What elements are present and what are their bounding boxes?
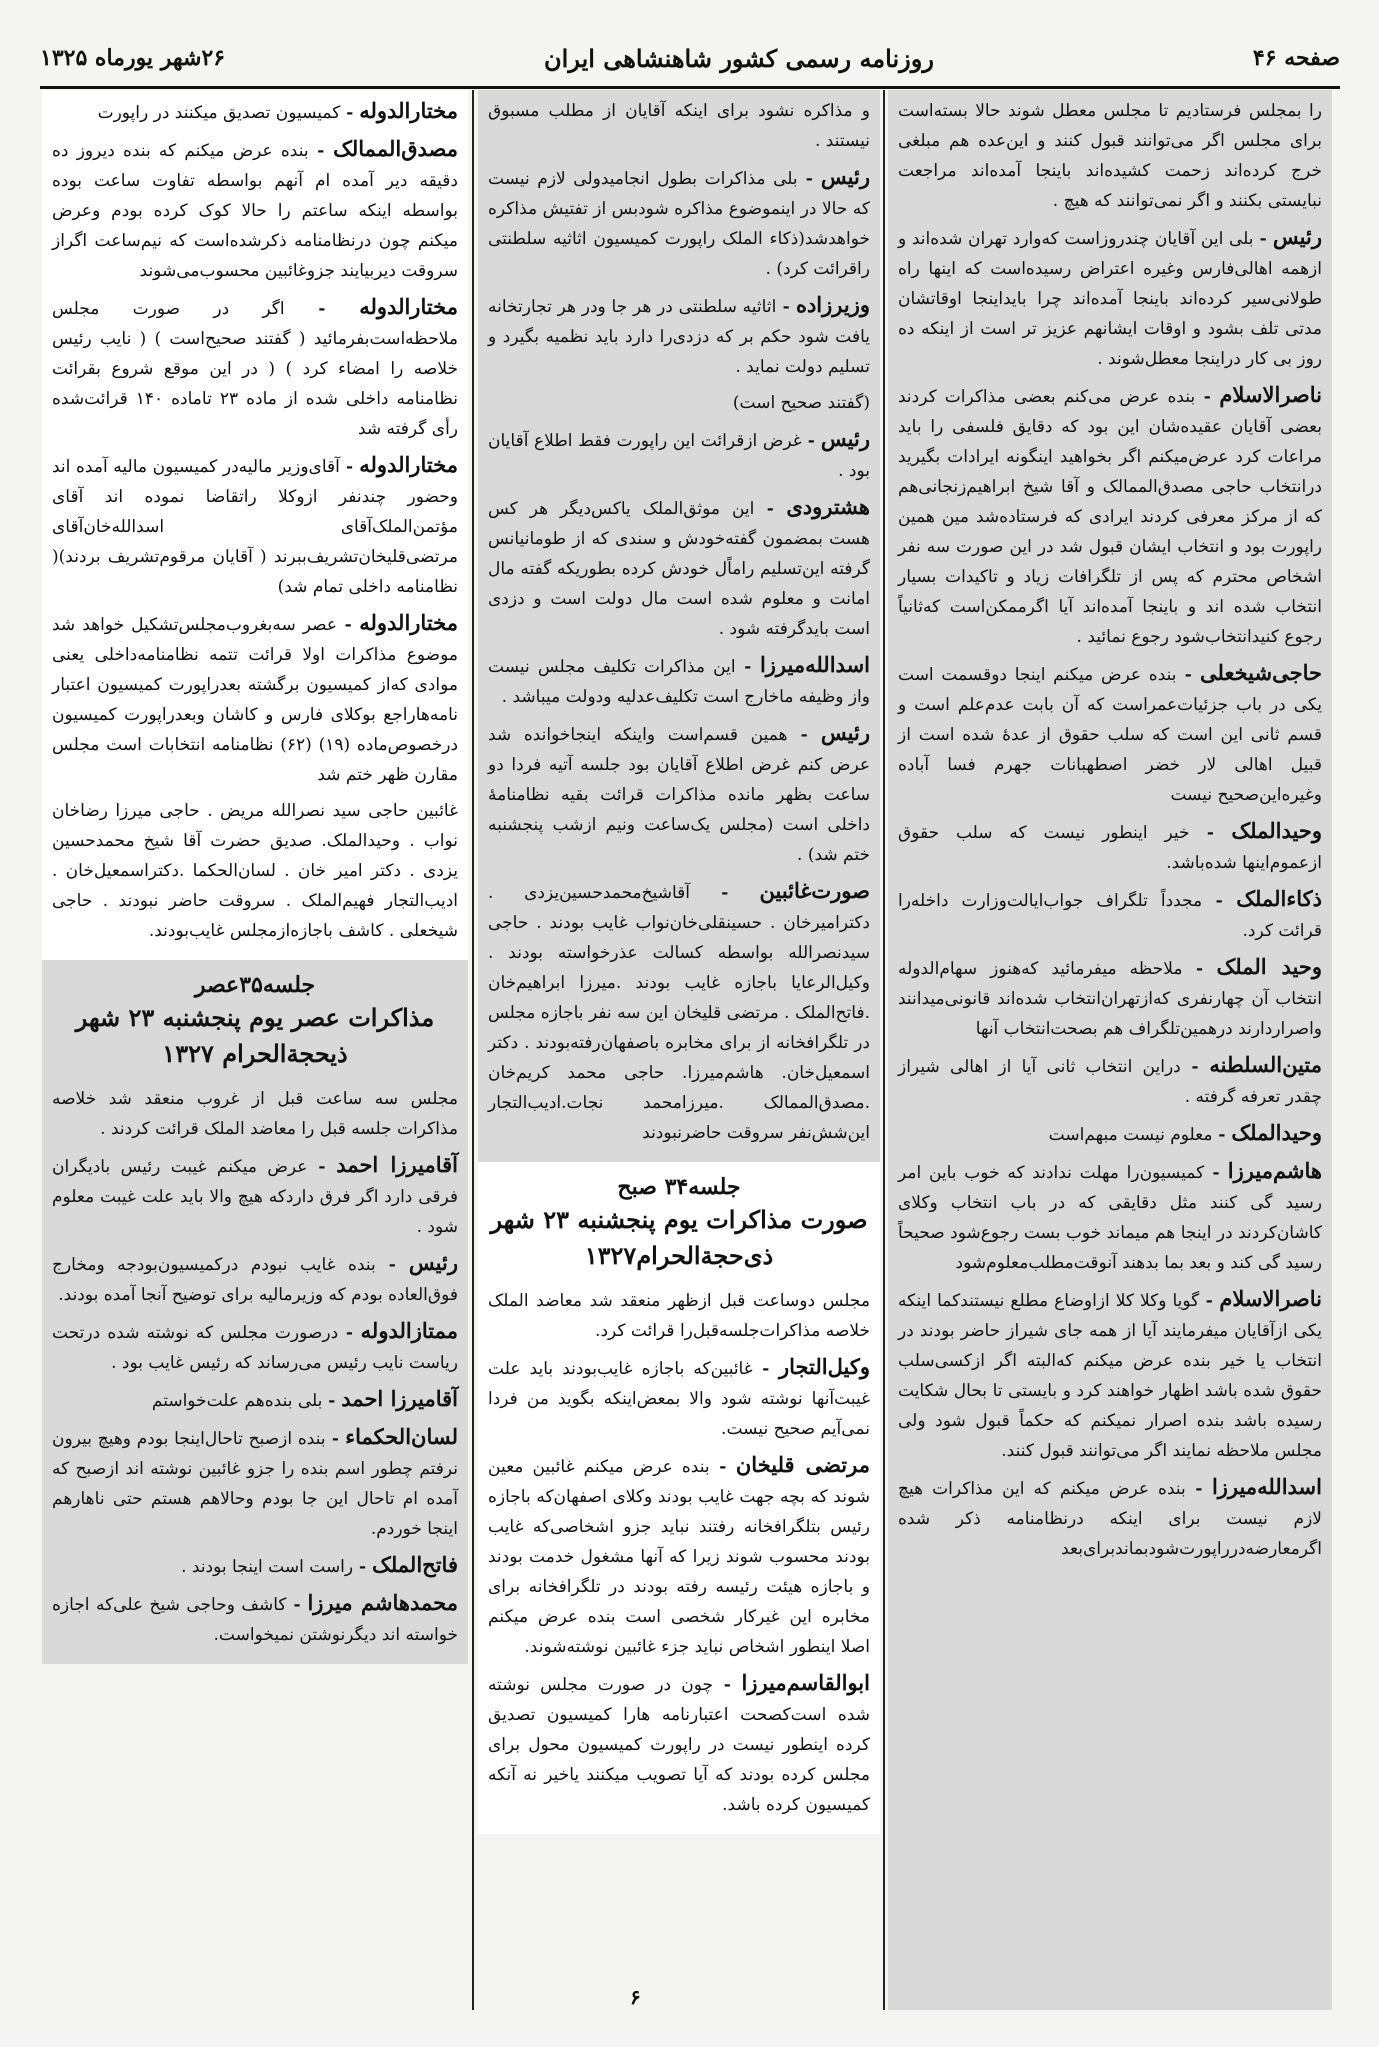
speaker-name: حاجی‌شیخعلی [1200, 660, 1322, 685]
speech-text: خیر اینطور نیست که سلب حقوق ازعموم‌اینها شده‌باشد. [898, 823, 1322, 873]
transcript-paragraph [898, 1050, 1322, 1112]
left-upper-block [42, 90, 468, 960]
transcript-paragraph [488, 650, 870, 712]
right-column [888, 90, 1332, 2010]
session-title: مذاکرات عصر یوم پنجشنبه ۲۳ شهر ذیحجةالحرام ۱۳۲۷ [75, 1003, 435, 1068]
speech-text: مجلس سه ساعت قبل از غروب منعقد شد خلاصه مذاکرات جلسه قبل را معاضد الملک قرائت کردند . [52, 1089, 458, 1139]
speaker-separator: - [797, 169, 821, 189]
speaker-name: وحیدالملک [1231, 818, 1322, 843]
speaker-name: فاتح‌الملک [372, 1552, 458, 1577]
speech-text: دراین انتخاب ثانی آیا از اهالی شیراز چقدر تعرفه گرفته . [898, 1057, 1322, 1107]
transcript-paragraph [898, 222, 1322, 374]
transcript-paragraph [898, 96, 1322, 216]
speaker-name: مختارالدوله [359, 294, 458, 319]
transcript-paragraph [898, 1284, 1322, 1466]
speech-text: بلی این آقایان چندروزاست که‌وارد تهران شده‌اند و ازهمه اهالی‌فارس وغیره اعتراض رسیده‌است که اینها راه طولانی‌سیر کرده‌اند باینجا آمده‌اند چرا بایداینجا اوقاتشان مدتی تلف بشود و اوقات ایشانهم عزیز تر است از اینکه ده روز بی کار دراینجا معطل‌شوند . [898, 229, 1322, 369]
speech-text: درصورت مجلس که نوشته شده درتحت ریاست نایب رئیس می‌رساند که رئیس غایب بود . [52, 1323, 458, 1373]
speech-text: بنده عرض میکنم که بنده دیروز ده دقیقه دیر آمده ام آنهم بواسطه تفاوت ساعت بوده بواسطه اینکه ساعتم را حالا کوک کرده بودم وعرض میکنم چون درنظامنامه ذکرشده‌است که نیم‌ساعت اگراز سروقت دیربیایند جزوغائبین محسوب‌می‌شوند [52, 141, 458, 281]
session-34-heading [478, 1162, 880, 1280]
speaker-name: هشترودی [786, 494, 870, 519]
speech-text: آقاشیخ‌محمدحسین‌یزدی . دکترامیرخان . حسینقلی‌خان‌نواب غایب بودند . حاجی سیدنصرالله بواسطه کسالت عذرخواسته بودند . وکیل‌الرعایا باجازه غایب بودند .میرزا ابراهیم‌خان .فاتح‌الملک . مرتضی قلیخان این سه نفر باجازه مجلس در تلگرافخانه از برای مخابره باصفهان‌رفته‌بودند . دکتر اسمعیل‌خان. هاشم‌میرزا. حاجی محمد کریم‌خان .مصدق‌الممالک .میرزامحمد نجات.ادیب‌التجار این‌شش‌نفر سروقت حاضرنبودند [488, 883, 870, 1143]
transcript-paragraph [52, 134, 458, 286]
transcript-paragraph [488, 96, 870, 156]
transcript-paragraph [488, 718, 870, 870]
speaker-separator: - [1195, 387, 1220, 407]
speaker-separator: - [337, 615, 360, 635]
speaker-name: متین‌السلطنه [1209, 1052, 1322, 1077]
speaker-name: ممتازالدوله [360, 1318, 458, 1343]
session-number: جلسه۳۵عصر [194, 972, 316, 998]
speech-text: بنده عرض میکنم غائبین معین شوند که بچه جهت غایب بودند وکلای اصفهان‌که باجازه رئیس بتلگرافخانه رفتند نباید جزو اشخاصی‌که غایب بودند محسوب شوند زیرا که آنها مشغول خدمت بودند و باجازه هیئت رئیسه رفته بودند در تلگرافخانه برای مخابره این غیرکار شخصی است بنده عرض میکنم اصلا اینطور اشخاص نباید جزء غائبین نوشته‌شوند. [488, 1457, 870, 1657]
header-title: روزنامه رسمی کشور شاهنشاهی ایران [544, 43, 934, 73]
transcript-paragraph [898, 952, 1322, 1044]
speaker-name: ذکاءالملک [1236, 886, 1322, 911]
column-divider [472, 90, 474, 2010]
speaker-name: مختارالدوله [359, 98, 458, 123]
transcript-paragraph [898, 658, 1322, 810]
transcript-paragraph [52, 1316, 458, 1378]
speech-text: ملاحظه میفرمائید که‌هنوز سهام‌الدوله انتخاب آن چهارنفری که‌ازتهران‌انتخاب شده‌اند قانونی‌میدانند واصراردارند درهمین‌تلگراف هم بصحت‌انتخاب آنها [898, 959, 1322, 1039]
speaker-name: رئیس [820, 720, 870, 745]
middle-upper-block [478, 90, 880, 1162]
speaker-separator: - [1176, 665, 1201, 685]
speech-text: عصر سه‌بغروب‌مجلس‌تشکیل خواهد شد موضوع مذاکرات اولا قرائت تتمه نظامنامه‌داخلی یعنی موادی که‌از کمیسیون برگشته بعدراپورت کمیسیون اعتبار نامه‌هاراجع بوکلای فارس و کاشان وبعدراپورت کمیسیون درخصوص‌ماده (۱۹) (۶۲) نظامنامه انتخابات است مجلس مقارن ظهر ختم شد [52, 615, 459, 785]
speech-text: کمیسیون تصدیق میکنند در راپورت [97, 103, 341, 123]
speech-text: راست است اینجا بودند . [181, 1557, 354, 1577]
transcript-paragraph [898, 1472, 1322, 1564]
speaker-name: مختارالدوله [359, 610, 458, 635]
speaker-separator: - [801, 431, 821, 451]
speech-text: و مذاکره نشود برای اینکه آقایان از مطلب مسبوق نیستند . [488, 101, 870, 151]
transcript-paragraph [52, 450, 458, 602]
speech-text: مجدداً تلگراف جواب‌ایالت‌وزارت داخله‌را قرائت کرد. [898, 891, 1322, 941]
speech-text: غائبین حاجی سید نصرالله مریض . حاجی میرزا رضاخان نواب . وحیدالملک. صدیق حضرت آقا شیخ محمدحسین یزدی . دکتر امیر خان . لسان‌الحکما .دکتراسمعیل‌خان . ادیب‌التجار فهیم‌الملک . سروقت حاضر نبودند . حاجی شیخعلی . کاشف باجازه‌ازمجلس غایب‌بودند. [52, 801, 458, 941]
speaker-separator: - [338, 1323, 361, 1343]
speaker-separator: - [286, 1595, 308, 1615]
transcript-paragraph [898, 884, 1322, 946]
page-number: ۶ [630, 1985, 641, 2009]
speaker-name: رئیس [820, 426, 870, 451]
speaker-name: ناصرالاسلام [1219, 1286, 1322, 1311]
transcript-paragraph [488, 424, 870, 486]
speech-text: بنده عرض میکنم که این مذاکرات هیچ لازم نیست برای اینکه درنظامنامه ذکر شده اگرمعارضه‌درراپورت‌شودبماندبرای‌بعد [898, 1479, 1322, 1559]
header-date: ۲۶شهر یورماه ۱۳۲۵ [40, 45, 226, 71]
session-number: جلسه۳۴ صبح [617, 1174, 741, 1200]
speaker-separator: - [1204, 1163, 1228, 1183]
speech-text: کمیسیون‌را مهلت ندادند که خوب باین امر رسید گی کنند مثل دقایقی که در باب انتخاب وکلای کاشان‌کردند در اینجا هم میماند خوب بست رجوع‌شود صحیحاً رسید گی کند و بعد بما بدهند آنوقت‌مطلب‌معلوم‌شود [898, 1163, 1322, 1273]
transcript-paragraph [488, 492, 870, 644]
transcript-paragraph [488, 1450, 870, 1662]
speaker-separator: - [308, 141, 334, 161]
speaker-name: وکیل‌التجار [778, 1354, 870, 1379]
speech-text: گویا وکلا کلا ازاوضاع مطلع نیستند‌کما اینکه یکی ازآقایان میفرمایند آیا از همه جای شیراز حاضر بودند در انتخاب یا خیر بنده عرض میکنم که‌البته اگر ازکسی‌سلب حقوق شده باشد اظهار خواهند کرد و بایستی تا بحال شکایت رسیده باشد بنده اصرار نمیکنم که حکماً قبول شود ولی مجلس ملاحظه نمایند اگر می‌توانند قبول کنند. [898, 1291, 1322, 1461]
transcript-paragraph [898, 1118, 1322, 1150]
speaker-name: رئیس [1272, 224, 1322, 249]
speech-text: (گفتند صحیح است) [732, 393, 870, 413]
speech-text: بنده ازصبح تاحال‌اینجا بودم وهیچ بیرون نرفتم چطور اسم بنده را جزو غائبین نوشته اند ازصبح که آمده ام تاحال این جا بودم وحالاهم هستم حتی ناهارهم اینجا خوردم. [52, 1429, 458, 1539]
speaker-name: رئیس [408, 1250, 458, 1275]
speech-text: آقای‌وزیر مالیه‌در کمیسیون مالیه آمده اند وحضور چندنفر ازوکلا راتقاضا نموده اند آقای مؤتمن‌الملک‌آقای اسدالله‌خان‌آقای مرتضی‌قلیخان‌تشریف‌ببرند ( آقایان مرقوم‌تشریف بردند)( نظامنامه داخلی تمام شد) [52, 457, 458, 597]
speech-text: اگر در صورت مجلس ملاحظه‌است‌بفرمائید ( گفتند صحیح‌است ) ( نایب رئیس خلاصه را امضاء کرد ) ( در این موقع شروع بقرائت نظامنامه داخلی شده از ماده ۲۳ تاماده ۱۴۰ قرائت‌شده رأی گرفته شد [52, 299, 458, 439]
speaker-name: ابوالقاسم‌میرزا [741, 1670, 870, 1695]
speaker-name: صورت‌غائبین [759, 878, 870, 903]
speech-text: این مذاکرات تکلیف مجلس نیست واز وظیفه ماخارج است تکلیف‌عدلیه ودولت میباشد . [488, 657, 870, 707]
transcript-paragraph [488, 388, 870, 418]
speech-text: بلی بنده‌هم علت‌خواستم [151, 1391, 323, 1411]
speech-text: همین قسم‌است واینکه اینجاخوانده شد عرض کنم غرض اطلاع آقایان بود جلسه آتیه فردا دو ساعت بظهر مانده مذاکرات قرائت بقیه نظامنامهٔ داخلی است (مجلس یک‌ساعت ونیم ازشب پنجشنبه ختم شد) . [488, 725, 870, 865]
speech-text: غائبین‌که باجازه غایب‌بودند باید علت غیبت‌آنها نوشته شود والا بمعض‌اینکه بگوید من فردا نمی‌آیم صحیح نیست. [488, 1359, 870, 1439]
speaker-separator: - [340, 103, 360, 123]
speaker-separator: - [752, 1359, 779, 1379]
transcript-paragraph [898, 380, 1322, 652]
speaker-separator: - [339, 457, 360, 477]
transcript-paragraph [52, 1248, 458, 1310]
speech-text: بلی مذاکرات بطول انجامیدولی لازم نیست که حالا در اینموضوع مذاکره شودبس از تفتیش مذاکره خواهدشد(ذکاء الملک راپورت کمیسیون اثاثیه سلطنتی راقرائت کرد) . [488, 169, 870, 279]
page-header [40, 30, 1340, 89]
speaker-separator: - [1185, 1479, 1212, 1499]
speaker-name: اسدالله‌میرزا [1211, 1474, 1322, 1499]
speech-text: این موثق‌الملک یاکس‌دیگر هر کس هست بمضمون گفته‌خودش و سندی که از طومانیانس گرفته این‌تسلیم راماًل خودش کرده بطوریکه گفته مال امانت و معلوم شده است مال دولت است و دزدی است باید‌گرفته شود . [488, 499, 870, 639]
middle-lower-block [478, 1280, 880, 1834]
speaker-separator: - [307, 1157, 337, 1177]
speaker-name: محمدهاشم میرزا [307, 1590, 458, 1615]
transcript-paragraph [52, 1550, 458, 1582]
transcript-paragraph [488, 1352, 870, 1444]
transcript-paragraph [52, 1384, 458, 1416]
speaker-separator: - [284, 299, 360, 319]
speaker-separator: - [690, 883, 760, 903]
speech-text: را بمجلس فرستادیم تا مجلس معطل شوند حالا بسته‌است برای مجلس اگر می‌توانند قبول کنند و این‌عده هم مبلغی خرج کرده‌اند زحمت کشیده‌اند باینجا آمده‌اند مراجعت نبایستی بکنند و اگر نمی‌توانند که هیچ . [898, 101, 1322, 211]
speaker-separator: - [375, 1255, 409, 1275]
speaker-separator: - [713, 1675, 742, 1695]
transcript-paragraph [52, 608, 458, 790]
speaker-separator: - [735, 657, 760, 677]
speaker-separator: - [322, 1391, 342, 1411]
transcript-paragraph [52, 1150, 458, 1242]
transcript-paragraph [52, 1588, 458, 1650]
transcript-paragraph [52, 1084, 458, 1144]
speaker-name: لسان‌الحکماء [345, 1424, 458, 1449]
speech-text: بنده عرض می‌کنم بعضی مذاکرات کردند بعضی آقایان عقیده‌شان این بود که دقایق فلسفی را باید مراعات کرد عرض‌میکنم اگر بخواهید اینگونه ایرادات بگیرید درانتخاب حاجی مصدق‌الممالک و آقا شیخ ابراهیم‌زنجانی‌هم که از مرکز معرفی کردند ایرادی که فرستاده‌شد مین همین راپورت بود و انتخاب ایشان قبول شد در این صورت سه نفر اشخاص محترم که پس از تلگرافات زیاد و تاکیدات بسیار انتخاب شده اند و باینجا آمده‌اند آیا اگرممکن‌است که‌ثانیاً رجوع کنیدانتخاب‌شود رجوع نمائید . [898, 387, 1322, 647]
speaker-separator: - [754, 499, 787, 519]
speaker-separator: - [776, 297, 796, 317]
speaker-separator: - [1180, 1057, 1210, 1077]
transcript-paragraph [488, 1668, 870, 1820]
speech-text: غرض ازقرائت این راپورت فقط اطلاع آقایان بود . [488, 431, 870, 481]
transcript-paragraph [488, 876, 870, 1148]
speaker-name: ناصرالاسلام [1219, 382, 1322, 407]
right-column-body [888, 90, 1332, 1578]
speaker-separator: - [1202, 891, 1237, 911]
speaker-name: وحید الملک [1216, 954, 1322, 979]
speaker-name: وزیرزاده [795, 292, 870, 317]
speaker-name: آقامیرزا احمد [336, 1152, 458, 1177]
transcript-paragraph [52, 1422, 458, 1544]
speaker-separator: - [1212, 1125, 1232, 1145]
transcript-paragraph [488, 1286, 870, 1346]
left-lower-block [42, 1078, 468, 1664]
transcript-paragraph [898, 816, 1322, 878]
speech-text: اثاثیه سلطنتی در هر جا ودر هر تجارتخانه یافت شود حکم بر که دزدی‌را دارد باید نظمیه بگیرد و تسلیم دولت نماید . [488, 297, 870, 377]
speech-text: بنده عرض میکنم اینجا دوقسمت است یکی در باب جزئیات‌عمراست که آن بابت عدم‌علم است و قسم ثانی این است که سلب حقوق از عدهٔ شده است از قبیل اهالی لار خضر اصطهبانات جهرم فسا آباده وغیره‌این‌صحیح نیست [898, 665, 1322, 805]
transcript-paragraph [898, 1156, 1322, 1278]
speaker-separator: - [1253, 229, 1273, 249]
speech-text: مجلس دوساعت قبل ازظهر منعقد شد معاضد الملک خلاصه مذاکرات‌جلسه‌قبل‌را قرائت کرد. [488, 1291, 870, 1341]
speech-text: عرض میکنم غیبت رئیس بادیگران فرقی دارد اگر فرق داردکه هیچ والا باید علت غیبت معلوم شود . [52, 1157, 458, 1237]
speaker-name: وحیدالملک [1231, 1120, 1322, 1145]
transcript-paragraph [52, 796, 458, 946]
transcript-paragraph [52, 96, 458, 128]
speaker-name: اسدالله‌میرزا [759, 652, 870, 677]
header-page-label: صفحه ۴۶ [1252, 45, 1340, 71]
speech-text: معلوم نیست مبهم‌است [1048, 1125, 1213, 1145]
speaker-separator: - [353, 1557, 373, 1577]
speaker-name: هاشم‌میرزا [1227, 1158, 1322, 1183]
speaker-name: مختارالدوله [359, 452, 458, 477]
middle-column [478, 90, 880, 2010]
speaker-separator: - [1199, 1291, 1220, 1311]
speaker-separator: - [1189, 823, 1232, 843]
speaker-name: آقامیرزا احمد [341, 1386, 458, 1411]
transcript-paragraph [488, 290, 870, 382]
speaker-separator: - [1182, 959, 1217, 979]
left-column [42, 90, 468, 2010]
speaker-name: مرتضی قلیخان [735, 1452, 870, 1477]
speaker-separator: - [709, 1457, 736, 1477]
speaker-separator: - [787, 725, 821, 745]
transcript-paragraph [52, 292, 458, 444]
speaker-name: مصدق‌الممالک [333, 136, 458, 161]
speaker-name: رئیس [820, 164, 870, 189]
speech-text: چون در صورت مجلس نوشته شده است‌کصحت اعتبارنامه هارا کمیسیون تصدیق کرده اینطور نیست در راپورت کمیسیون محول برای مجلس کرده بودند که آیا تصویب میکنند یاخیر نه آنکه کمیسیون کرده باشد. [488, 1675, 870, 1815]
session-35-heading [42, 960, 468, 1078]
session-title: صورت مذاکرات یوم پنجشنبه ۲۳ شهر ذی‌حجةالحرام۱۳۲۷ [490, 1205, 868, 1270]
transcript-paragraph [488, 162, 870, 284]
speech-text: کاشف وحاجی شیخ علی‌که اجازه خواسته اند دیگرنوشتن نمیخواست. [52, 1595, 458, 1645]
column-divider [883, 90, 885, 2010]
speaker-separator: - [325, 1429, 346, 1449]
speech-text: بنده غایب نبودم درکمیسیون‌بودجه ومخارج فوق‌العاده بودم که وزیرمالیه برای توضیح آنجا آمده بودند. [52, 1255, 458, 1305]
